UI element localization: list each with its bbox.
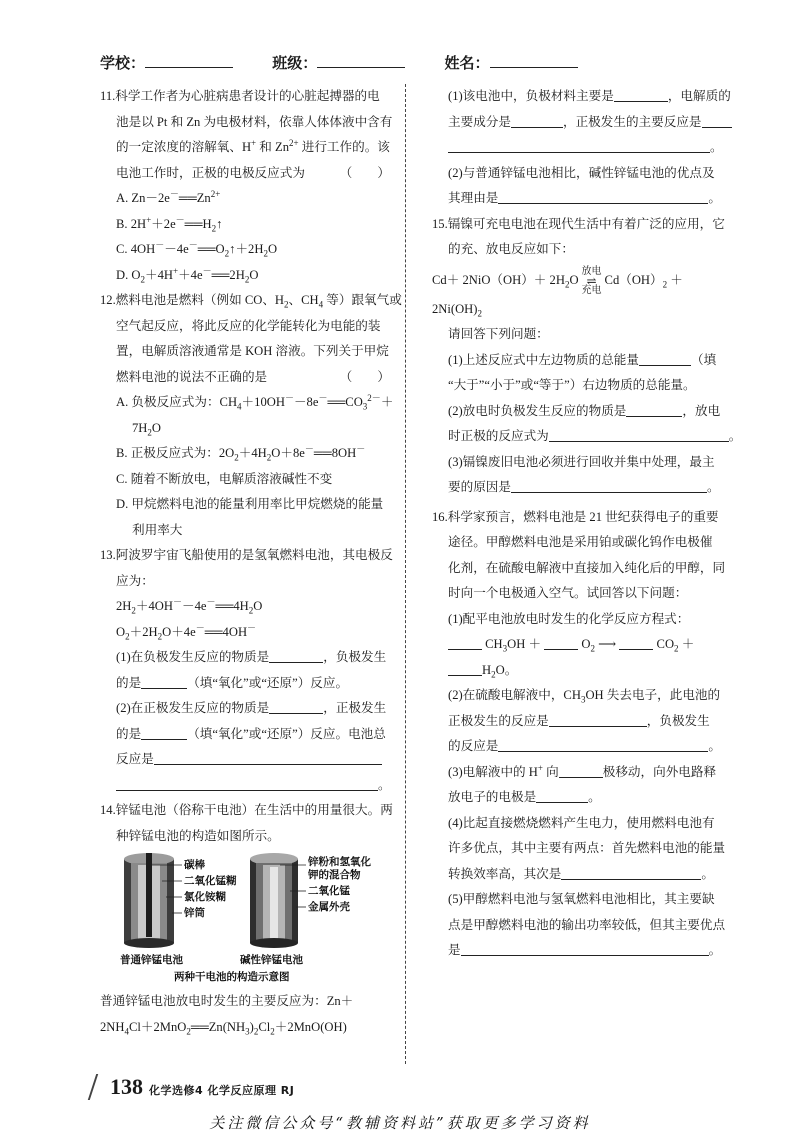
part-text: 的是 <box>116 675 142 690</box>
arrow-icon: ⟶ <box>598 637 617 651</box>
page-footer <box>92 1074 294 1100</box>
question-text: $2NH_4Cl+2MnO_2══Zn(NH_3)_2Cl_2+2MnO(OH)$ <box>100 1019 347 1037</box>
label-mno2: 二氧化锰 <box>308 885 350 897</box>
part-text: 主要成分是 <box>448 114 511 129</box>
equation-term: $CO_2$ ＋ <box>656 637 695 654</box>
question-11 <box>100 84 393 288</box>
answer-blank[interactable] <box>511 113 563 128</box>
part-text: 。 <box>706 480 720 494</box>
left-column <box>100 84 402 1040</box>
part-5: (5)甲醇燃料电池与氢氧燃料电池相比，其主要缺 <box>448 892 715 906</box>
balance-equation <box>432 632 722 658</box>
footer-slash-decoration <box>88 1074 108 1100</box>
double-arrow-icon: ⇌ <box>586 273 597 288</box>
answer-blank[interactable] <box>549 712 647 727</box>
electrode-equation: $O_2+2H_2O+4e^-══4OH^-$ <box>116 622 257 642</box>
part-text: 。 <box>728 429 742 443</box>
charge-label: 充电 <box>581 284 602 296</box>
part-3 <box>432 760 722 786</box>
part-2 <box>100 773 390 799</box>
answer-blank[interactable] <box>116 776 378 791</box>
answer-blank[interactable] <box>141 725 187 740</box>
label-zinc-can: 锌筒 <box>184 907 205 919</box>
part-text: 的反应是 <box>448 739 499 753</box>
answer-blank[interactable] <box>448 138 710 153</box>
part-text: 。 <box>588 790 601 804</box>
question-text: 14.锌锰电池（俗称干电池）在生活中的用量很大。两 <box>100 803 393 817</box>
label-zinc-koh-mix-2: 钾的混合物 <box>308 869 361 881</box>
option-c: C. $4OH^--4e^-══O_2↑+2H_2O$ <box>116 239 278 259</box>
answer-blank[interactable] <box>498 737 708 752</box>
caption-ordinary-cell: 普通锌锰电池 <box>120 954 183 966</box>
equation-right: $Cd(OH)_2$ ＋ <box>604 272 683 290</box>
question-text: 空气起反应，将此反应的化学能转化为电能的装 <box>116 318 381 333</box>
part-text: (2)放电时负极发生反应的物质是 <box>448 403 627 418</box>
part-text: （填“氧化”或“还原”）反应。 <box>187 675 349 690</box>
page-number: 138 <box>110 1074 143 1099</box>
part-text: (3)电解液中的 H+ 向 <box>448 762 559 779</box>
question-text: 的充、放电反应如下： <box>448 242 574 256</box>
question-text: 请回答下列问题： <box>448 327 549 341</box>
part-text: 极移动，向外电路释 <box>602 764 717 779</box>
option-d: D. 甲烷燃料电池的能量利用率比甲烷燃烧的能量 <box>116 497 384 511</box>
question-text: 化剂，在硫酸电解液中直接加入纯化后的甲醇，同 <box>448 560 726 575</box>
part-2 <box>432 734 722 760</box>
part-text: ，正极发生的主要反应是 <box>562 114 702 129</box>
part-1 <box>432 84 731 110</box>
part-text: 。 <box>708 739 721 753</box>
promo-watermark-text: 关注微信公众号“教辅资料站”获取更多学习资料 <box>209 1114 591 1132</box>
question-text: 时向一个电极通入空气。试回答以下问题： <box>448 586 688 600</box>
option-b: B. 正极反应式为：$2O_2+4H_2O+8e^-══8OH^-$ <box>116 443 366 463</box>
part-3 <box>432 785 722 811</box>
question-text: 电池工作时，正极的电极反应式为 <box>116 165 305 180</box>
option-d-cont: 利用率大 <box>132 522 183 537</box>
part-2 <box>432 186 722 212</box>
question-text: 普通锌锰电池放电时发生的主要反应为：Zn＋ <box>100 994 354 1008</box>
part-3: (3)镉镍废旧电池必须进行回收并集中处理，最主 <box>448 454 715 469</box>
part-4: 许多优点，其中主要有两点：首先燃料电池的能量 <box>448 841 726 855</box>
alkaline-cell-drawing <box>250 853 298 948</box>
answer-blank[interactable] <box>702 113 732 128</box>
part-text: (1)在负极发生反应的物质是 <box>116 650 270 664</box>
battery-figure <box>100 853 390 985</box>
figure-caption: 两种干电池的构造示意图 <box>174 971 290 983</box>
answer-blank[interactable] <box>461 941 709 956</box>
caption-alkaline-cell: 碱性锌锰电池 <box>240 954 303 966</box>
question-text: 的一定浓度的溶解氧、H+ 和 $Zn^{2+}$ 进行工作的。该 <box>116 137 390 154</box>
label-carbon-rod: 碳棒 <box>184 859 205 871</box>
school-label: 学校： <box>100 54 146 72</box>
part-2 <box>100 696 390 722</box>
name-label: 姓名： <box>444 54 490 72</box>
part-5: 点是甲醇燃料电池的输出功率较低，但其主要优点 <box>448 917 726 932</box>
part-text: ，负极发生 <box>323 650 387 664</box>
equation-term: $O_2$ <box>581 637 596 654</box>
option-a: A. 负极反应式为：$CH_4+10OH^--8e^-══CO_3^{2-}+$ <box>116 392 394 412</box>
part-5 <box>432 938 722 964</box>
question-text: 应为： <box>116 573 154 588</box>
label-mno2-paste: 二氧化锰糊 <box>184 875 237 887</box>
part-1 <box>432 110 722 136</box>
part-text: ，放电 <box>682 403 721 418</box>
question-16 <box>432 505 726 964</box>
equation-left: $Cd+ 2NiO(OH)+ 2H_2O$ <box>432 272 579 290</box>
balance-equation <box>432 658 722 684</box>
question-text: 置，电解质溶液通常是 KOH 溶液。下列关于甲烷 <box>116 344 389 358</box>
dry-cell-diagram <box>100 853 390 985</box>
part-text: 放电子的电极是 <box>448 790 537 804</box>
coefficient-blank[interactable] <box>448 635 482 650</box>
answer-blank[interactable] <box>141 674 187 689</box>
question-14-parts <box>432 84 731 212</box>
option-d: D. $O_2+4H^++4e^-══2H_2O$ <box>116 265 259 285</box>
question-13 <box>100 543 393 798</box>
reversible-equation <box>432 263 722 297</box>
coefficient-blank[interactable] <box>619 635 653 650</box>
discharge-charge-arrow <box>582 266 602 296</box>
part-4: (4)比起直接燃烧燃料产生电力，使用燃料电池有 <box>448 815 715 830</box>
answer-blank[interactable] <box>614 87 668 102</box>
option-c: C. 随着不断放电，电解质溶液碱性不变 <box>116 471 333 486</box>
question-text: 11.科学工作者为心脏病患者设计的心脏起搏器的电 <box>100 89 380 103</box>
part-text: ，正极发生 <box>323 701 387 715</box>
part-text: 要的原因是 <box>448 480 511 494</box>
answer-blank[interactable] <box>561 865 701 880</box>
question-text <box>100 365 390 391</box>
part-text: (2)在正极发生反应的物质是 <box>116 701 270 715</box>
question-text: 种锌锰电池的构造如图所示。 <box>116 828 280 843</box>
part-text: 。 <box>701 866 714 881</box>
part-2 <box>432 399 722 425</box>
part-2 <box>432 709 722 735</box>
part-2 <box>100 722 390 748</box>
part-text: （填“氧化”或“还原”）反应。电池总 <box>187 726 386 741</box>
part-text: 。 <box>378 777 391 792</box>
class-field[interactable] <box>317 53 405 68</box>
question-text: 12.燃料电池是燃料（例如 CO、$H_2$、$CH_4$ 等）跟氧气或 <box>100 293 402 310</box>
part-text: 是 <box>448 943 461 957</box>
label-zinc-koh-mix-1: 锌粉和氢氧化 <box>308 856 371 868</box>
answer-paren[interactable]: （ ） <box>339 369 390 384</box>
part-text: 正极发生的反应是 <box>448 713 549 728</box>
part-text: (1)该电池中，负极材料主要是 <box>448 89 614 103</box>
part-text: 。 <box>710 140 723 154</box>
answer-blank[interactable] <box>511 478 707 493</box>
part-2: (2)在硫酸电解液中，$CH_3OH$ 失去电子，此电池的 <box>448 688 721 705</box>
part-text: （填 <box>691 352 717 367</box>
answer-blank[interactable] <box>639 351 691 366</box>
coefficient-blank[interactable] <box>544 635 578 650</box>
answer-blank[interactable] <box>626 402 682 417</box>
right-column <box>432 84 742 964</box>
question-text <box>100 161 390 187</box>
part-text: ，电解质的 <box>667 89 731 103</box>
part-2: (2)与普通锌锰电池相比，碱性锌锰电池的优点及 <box>448 165 715 180</box>
ordinary-cell-drawing <box>124 853 174 948</box>
question-text: 16.科学家预言，燃料电池是 21 世纪获得电子的重要 <box>432 509 719 524</box>
question-text: 池是以 Pt 和 Zn 为电极材料，依靠人体体液中含有 <box>116 114 393 129</box>
electrode-equation: $2H_2+4OH^--4e^-══4H_2O$ <box>116 596 263 616</box>
label-nh4cl-paste: 氯化铵糊 <box>184 891 226 903</box>
name-field[interactable] <box>490 53 578 68</box>
class-label: 班级： <box>272 54 318 72</box>
part-text: ，负极发生 <box>646 713 710 728</box>
answer-paren[interactable]: （ ） <box>339 165 390 180</box>
option-a: A. $Zn-2e^-══Zn^{2+}$ <box>116 188 221 205</box>
part-text: 反应是 <box>116 752 154 766</box>
answer-blank[interactable] <box>536 788 588 803</box>
answer-blank[interactable] <box>269 699 323 714</box>
column-divider <box>405 84 406 1064</box>
coefficient-blank[interactable] <box>448 661 482 676</box>
question-12 <box>100 288 402 543</box>
part-1: “大于”“小于”或“等于”）右边物质的总能量。 <box>448 378 696 392</box>
part-1 <box>432 348 722 374</box>
part-text: 。 <box>708 191 721 205</box>
part-1 <box>432 135 722 161</box>
answer-blank[interactable] <box>269 648 323 663</box>
answer-blank[interactable] <box>498 189 708 204</box>
answer-blank[interactable] <box>154 750 382 765</box>
book-title: 化学选修4 化学反应原理 RJ <box>149 1084 295 1097</box>
part-1 <box>100 645 390 671</box>
part-2 <box>432 424 742 450</box>
question-text: 15.镉镍可充电电池在现代生活中有着广泛的应用，它 <box>432 216 725 231</box>
equation-term: $CH_3OH$ ＋ <box>485 637 542 654</box>
part-text: 。 <box>708 943 722 957</box>
answer-blank[interactable] <box>549 427 729 442</box>
question-14 <box>100 798 393 1040</box>
question-15 <box>432 212 742 501</box>
student-info-header <box>100 52 578 73</box>
equation-cont: $2Ni(OH)_2$ <box>432 301 482 319</box>
option-b: B. $2H^++2e^-══H_2↑$ <box>116 214 223 234</box>
equation-term: $H_2O$。 <box>482 662 518 680</box>
option-a-cont: $7H_2O$ <box>132 420 162 438</box>
part-1 <box>100 671 390 697</box>
question-text: 燃料电池的说法不正确的是 <box>116 369 268 384</box>
question-text: 13.阿波罗宇宙飞船使用的是氢氧燃料电池，其电极反 <box>100 548 393 562</box>
answer-blank[interactable] <box>559 763 603 778</box>
part-text: 时正极的反应式为 <box>448 429 549 443</box>
part-text: 转换效率高，其次是 <box>448 866 562 881</box>
discharge-label: 放电 <box>581 265 602 277</box>
part-1: (1)配平电池放电时发生的化学反应方程式： <box>448 611 690 626</box>
part-text: 的是 <box>116 726 142 741</box>
part-3 <box>432 475 722 501</box>
part-text: 其理由是 <box>448 191 499 205</box>
label-metal-shell: 金属外壳 <box>308 901 350 913</box>
part-text: (1)上述反应式中左边物质的总能量 <box>448 352 639 367</box>
part-2 <box>100 747 390 773</box>
question-text: 途径。甲醇燃料电池是采用铂或碳化钨作电极催 <box>448 535 713 549</box>
part-4 <box>432 862 722 888</box>
school-field[interactable] <box>145 53 233 68</box>
